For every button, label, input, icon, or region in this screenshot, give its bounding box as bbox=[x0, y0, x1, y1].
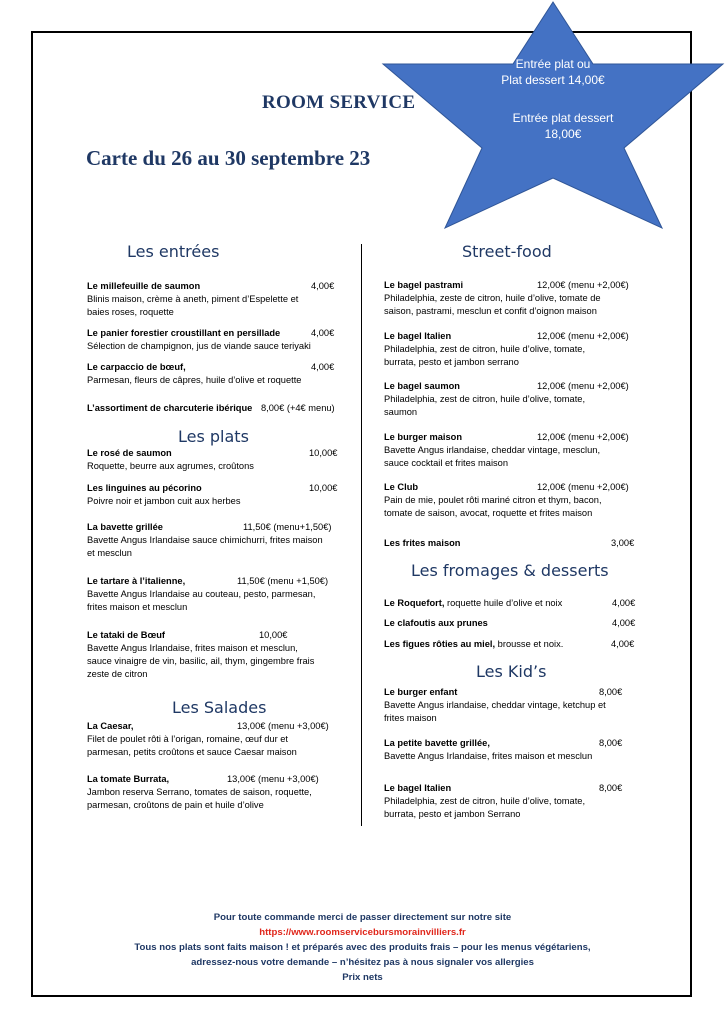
item-name: Le bagel Italien bbox=[384, 783, 452, 793]
item-name: Le rosé de saumon bbox=[87, 448, 172, 458]
item-price: 4,00€ bbox=[612, 618, 636, 628]
item-price: 10,00€ bbox=[309, 448, 338, 458]
item-name: L’assortiment de charcuterie ibérique bbox=[87, 403, 253, 413]
item-price: 12,00€ (menu +2,00€) bbox=[537, 432, 629, 442]
item-desc: parmesan, petits croûtons et sauce Caesar maison bbox=[87, 747, 297, 757]
item-price: 4,00€ bbox=[311, 328, 335, 338]
item-name: Le millefeuille de saumon bbox=[87, 281, 201, 291]
item-desc: Philadelphia, zest de citron, huile d’olive, tomate, bbox=[384, 394, 586, 404]
star-offer-1 bbox=[498, 56, 608, 88]
item-price: 10,00€ bbox=[309, 483, 338, 493]
item-desc: parmesan, croûtons de pain et huile d’olive bbox=[87, 800, 264, 810]
footer-allergy-text: adressez-nous votre demande – n’hésitez pas à nous signaler vos allergies bbox=[191, 957, 534, 968]
item-price: 10,00€ bbox=[259, 630, 288, 640]
item-extra: roquette huile d’olive et noix bbox=[444, 598, 563, 608]
item-desc: zeste de citron bbox=[87, 669, 148, 679]
column-divider bbox=[361, 244, 362, 826]
item-name: La bavette grillée bbox=[87, 522, 163, 532]
item-price: 8,00€ bbox=[599, 687, 623, 697]
item-desc: Parmesan, fleurs de câpres, huile d’olive et roquette bbox=[87, 375, 302, 385]
item-desc: sauce cocktail et frites maison bbox=[384, 458, 509, 468]
item-name: Le carpaccio de bœuf, bbox=[87, 362, 186, 372]
item-desc: saison, pastrami, mesclun et confit d’oignon maison bbox=[384, 306, 597, 316]
streetfood-title: Street-food bbox=[462, 242, 552, 261]
menu-item bbox=[87, 521, 352, 560]
menu-item bbox=[384, 617, 664, 630]
menu-item bbox=[384, 380, 664, 419]
page-title: ROOM SERVICE bbox=[262, 92, 416, 113]
star-line-1: Entrée plat ou bbox=[515, 57, 591, 71]
item-price: 8,00€ bbox=[599, 783, 623, 793]
item-price: 8,00€ bbox=[599, 738, 623, 748]
menu-item bbox=[384, 782, 664, 821]
item-price: 12,00€ (menu +2,00€) bbox=[537, 381, 629, 391]
star-line-4: 18,00€ bbox=[544, 127, 582, 141]
star-line-3: Entrée plat dessert bbox=[512, 111, 614, 125]
menu-item bbox=[87, 629, 352, 681]
page-subtitle: Carte du 26 au 30 septembre 23 bbox=[86, 146, 371, 170]
menu-item bbox=[87, 447, 347, 473]
item-price: 12,00€ (menu +2,00€) bbox=[537, 482, 629, 492]
item-desc: Poivre noir et jambon cuit aux herbes bbox=[87, 496, 241, 506]
menu-item bbox=[384, 330, 664, 369]
item-desc: Sélection de champignon, jus de viande sauce teriyaki bbox=[87, 341, 311, 351]
menu-item bbox=[384, 638, 664, 651]
footer bbox=[36, 910, 689, 985]
item-desc: Roquette, beurre aux agrumes, croûtons bbox=[87, 461, 254, 471]
menu-item bbox=[384, 481, 664, 520]
item-desc: burrata, pesto et jambon serrano bbox=[384, 357, 519, 367]
item-price: 11,50€ (menu+1,50€) bbox=[243, 522, 332, 532]
item-desc: Pain de mie, poulet rôti mariné citron et thym, bacon, bbox=[384, 495, 602, 505]
item-desc: Bavette Angus Irlandaise, frites maison et mesclun bbox=[384, 751, 593, 761]
item-name: La petite bavette grillée, bbox=[384, 738, 490, 748]
item-desc: Bavette Angus Irlandaise sauce chimichurri, frites maison bbox=[87, 535, 323, 545]
item-desc: sauce vinaigre de vin, basilic, ail, thym, gingembre frais bbox=[87, 656, 315, 666]
item-desc: Philadelphia, zeste de citron, huile d’olive, tomate de bbox=[384, 293, 601, 303]
menu-item bbox=[384, 431, 664, 470]
menu-item bbox=[384, 597, 664, 610]
plats-title: Les plats bbox=[178, 427, 249, 446]
menu-item bbox=[87, 773, 357, 812]
item-name: La Caesar, bbox=[87, 721, 134, 731]
item-name: Le tataki de Bœuf bbox=[87, 630, 165, 640]
item-desc: frites maison et mesclun bbox=[87, 602, 188, 612]
item-name: Le Club bbox=[384, 482, 419, 492]
item-name: Le bagel Italien bbox=[384, 331, 452, 341]
item-desc: Jambon reserva Serrano, tomates de saison, roquette, bbox=[87, 787, 312, 797]
menu-item bbox=[384, 737, 664, 763]
footer-order-text: Pour toute commande merci de passer directement sur notre site bbox=[213, 912, 512, 923]
menu-item bbox=[384, 279, 664, 318]
item-desc: Bavette Angus irlandaise, cheddar vintage, mesclun, bbox=[384, 445, 601, 455]
salades-title: Les Salades bbox=[172, 698, 267, 717]
fromages-title: Les fromages & desserts bbox=[411, 561, 609, 580]
item-desc: baies roses, roquette bbox=[87, 307, 174, 317]
item-price: 4,00€ bbox=[311, 362, 335, 372]
item-name: Le panier forestier croustillant en persillade bbox=[87, 328, 281, 338]
menu-item bbox=[384, 686, 664, 725]
item-price: 4,00€ bbox=[611, 639, 635, 649]
item-name: Les frites maison bbox=[384, 538, 461, 548]
item-price: 13,00€ (menu +3,00€) bbox=[237, 721, 329, 731]
item-desc: Bavette Angus Irlandaise au couteau, pesto, parmesan, bbox=[87, 589, 316, 599]
item-extra: brousse et noix. bbox=[495, 639, 564, 649]
item-desc: et mesclun bbox=[87, 548, 132, 558]
footer-net-prices: Prix nets bbox=[342, 972, 383, 983]
entrees-title: Les entrées bbox=[127, 242, 220, 261]
item-name: Le burger enfant bbox=[384, 687, 458, 697]
menu-item bbox=[87, 327, 347, 353]
menu-item bbox=[87, 575, 352, 614]
item-price: 12,00€ (menu +2,00€) bbox=[537, 331, 629, 341]
item-price: 12,00€ (menu +2,00€) bbox=[537, 280, 629, 290]
item-name: Les figues rôties au miel, bbox=[384, 639, 496, 649]
item-desc: Blinis maison, crème à aneth, piment d’Espelette et bbox=[87, 294, 299, 304]
item-name: Le bagel saumon bbox=[384, 381, 460, 391]
item-name: La tomate Burrata, bbox=[87, 774, 170, 784]
item-desc: Philadelphia, zest de citron, huile d’olive, tomate, bbox=[384, 796, 586, 806]
star-line-2: Plat dessert 14,00€ bbox=[501, 73, 605, 87]
item-desc: Bavette Angus Irlandaise, frites maison et mesclun, bbox=[87, 643, 298, 653]
item-name: Les linguines au pécorino bbox=[87, 483, 202, 493]
footer-homemade-text: Tous nos plats sont faits maison ! et préparés avec des produits frais – pour les menus végétariens, bbox=[134, 942, 591, 953]
item-desc: Bavette Angus irlandaise, cheddar vintage, ketchup et bbox=[384, 700, 606, 710]
item-name: Le tartare à l’italienne, bbox=[87, 576, 186, 586]
star-offer-2 bbox=[503, 110, 623, 142]
item-desc: saumon bbox=[384, 407, 418, 417]
item-name: Le bagel pastrami bbox=[384, 280, 464, 290]
menu-item bbox=[87, 482, 347, 508]
menu-item bbox=[87, 402, 357, 415]
item-desc: frites maison bbox=[384, 713, 437, 723]
item-price: 13,00€ (menu +3,00€) bbox=[227, 774, 319, 784]
item-name: Le Roquefort, bbox=[384, 598, 445, 608]
menu-item bbox=[87, 720, 357, 759]
item-name: Le burger maison bbox=[384, 432, 463, 442]
menu-item bbox=[87, 361, 347, 387]
item-price: 3,00€ bbox=[611, 538, 635, 548]
item-name: Le clafoutis aux prunes bbox=[384, 618, 488, 628]
menu-item bbox=[384, 537, 664, 550]
item-price: 11,50€ (menu +1,50€) bbox=[237, 576, 329, 586]
item-desc: burrata, pesto et jambon Serrano bbox=[384, 809, 521, 819]
kids-title: Les Kid’s bbox=[476, 662, 547, 681]
item-desc: Philadelphia, zest de citron, huile d’olive, tomate, bbox=[384, 344, 586, 354]
item-price: 4,00€ bbox=[311, 281, 335, 291]
item-price: 4,00€ bbox=[612, 598, 636, 608]
item-desc: Filet de poulet rôti à l’origan, romaine, œuf dur et bbox=[87, 734, 289, 744]
item-price: 8,00€ (+4€ menu) bbox=[261, 403, 335, 413]
footer-website-link[interactable]: https://www.roomservicebursmorainvilliers.fr bbox=[259, 927, 466, 938]
item-desc: tomate de saison, avocat, roquette et frites maison bbox=[384, 508, 593, 518]
menu-item bbox=[87, 280, 347, 319]
